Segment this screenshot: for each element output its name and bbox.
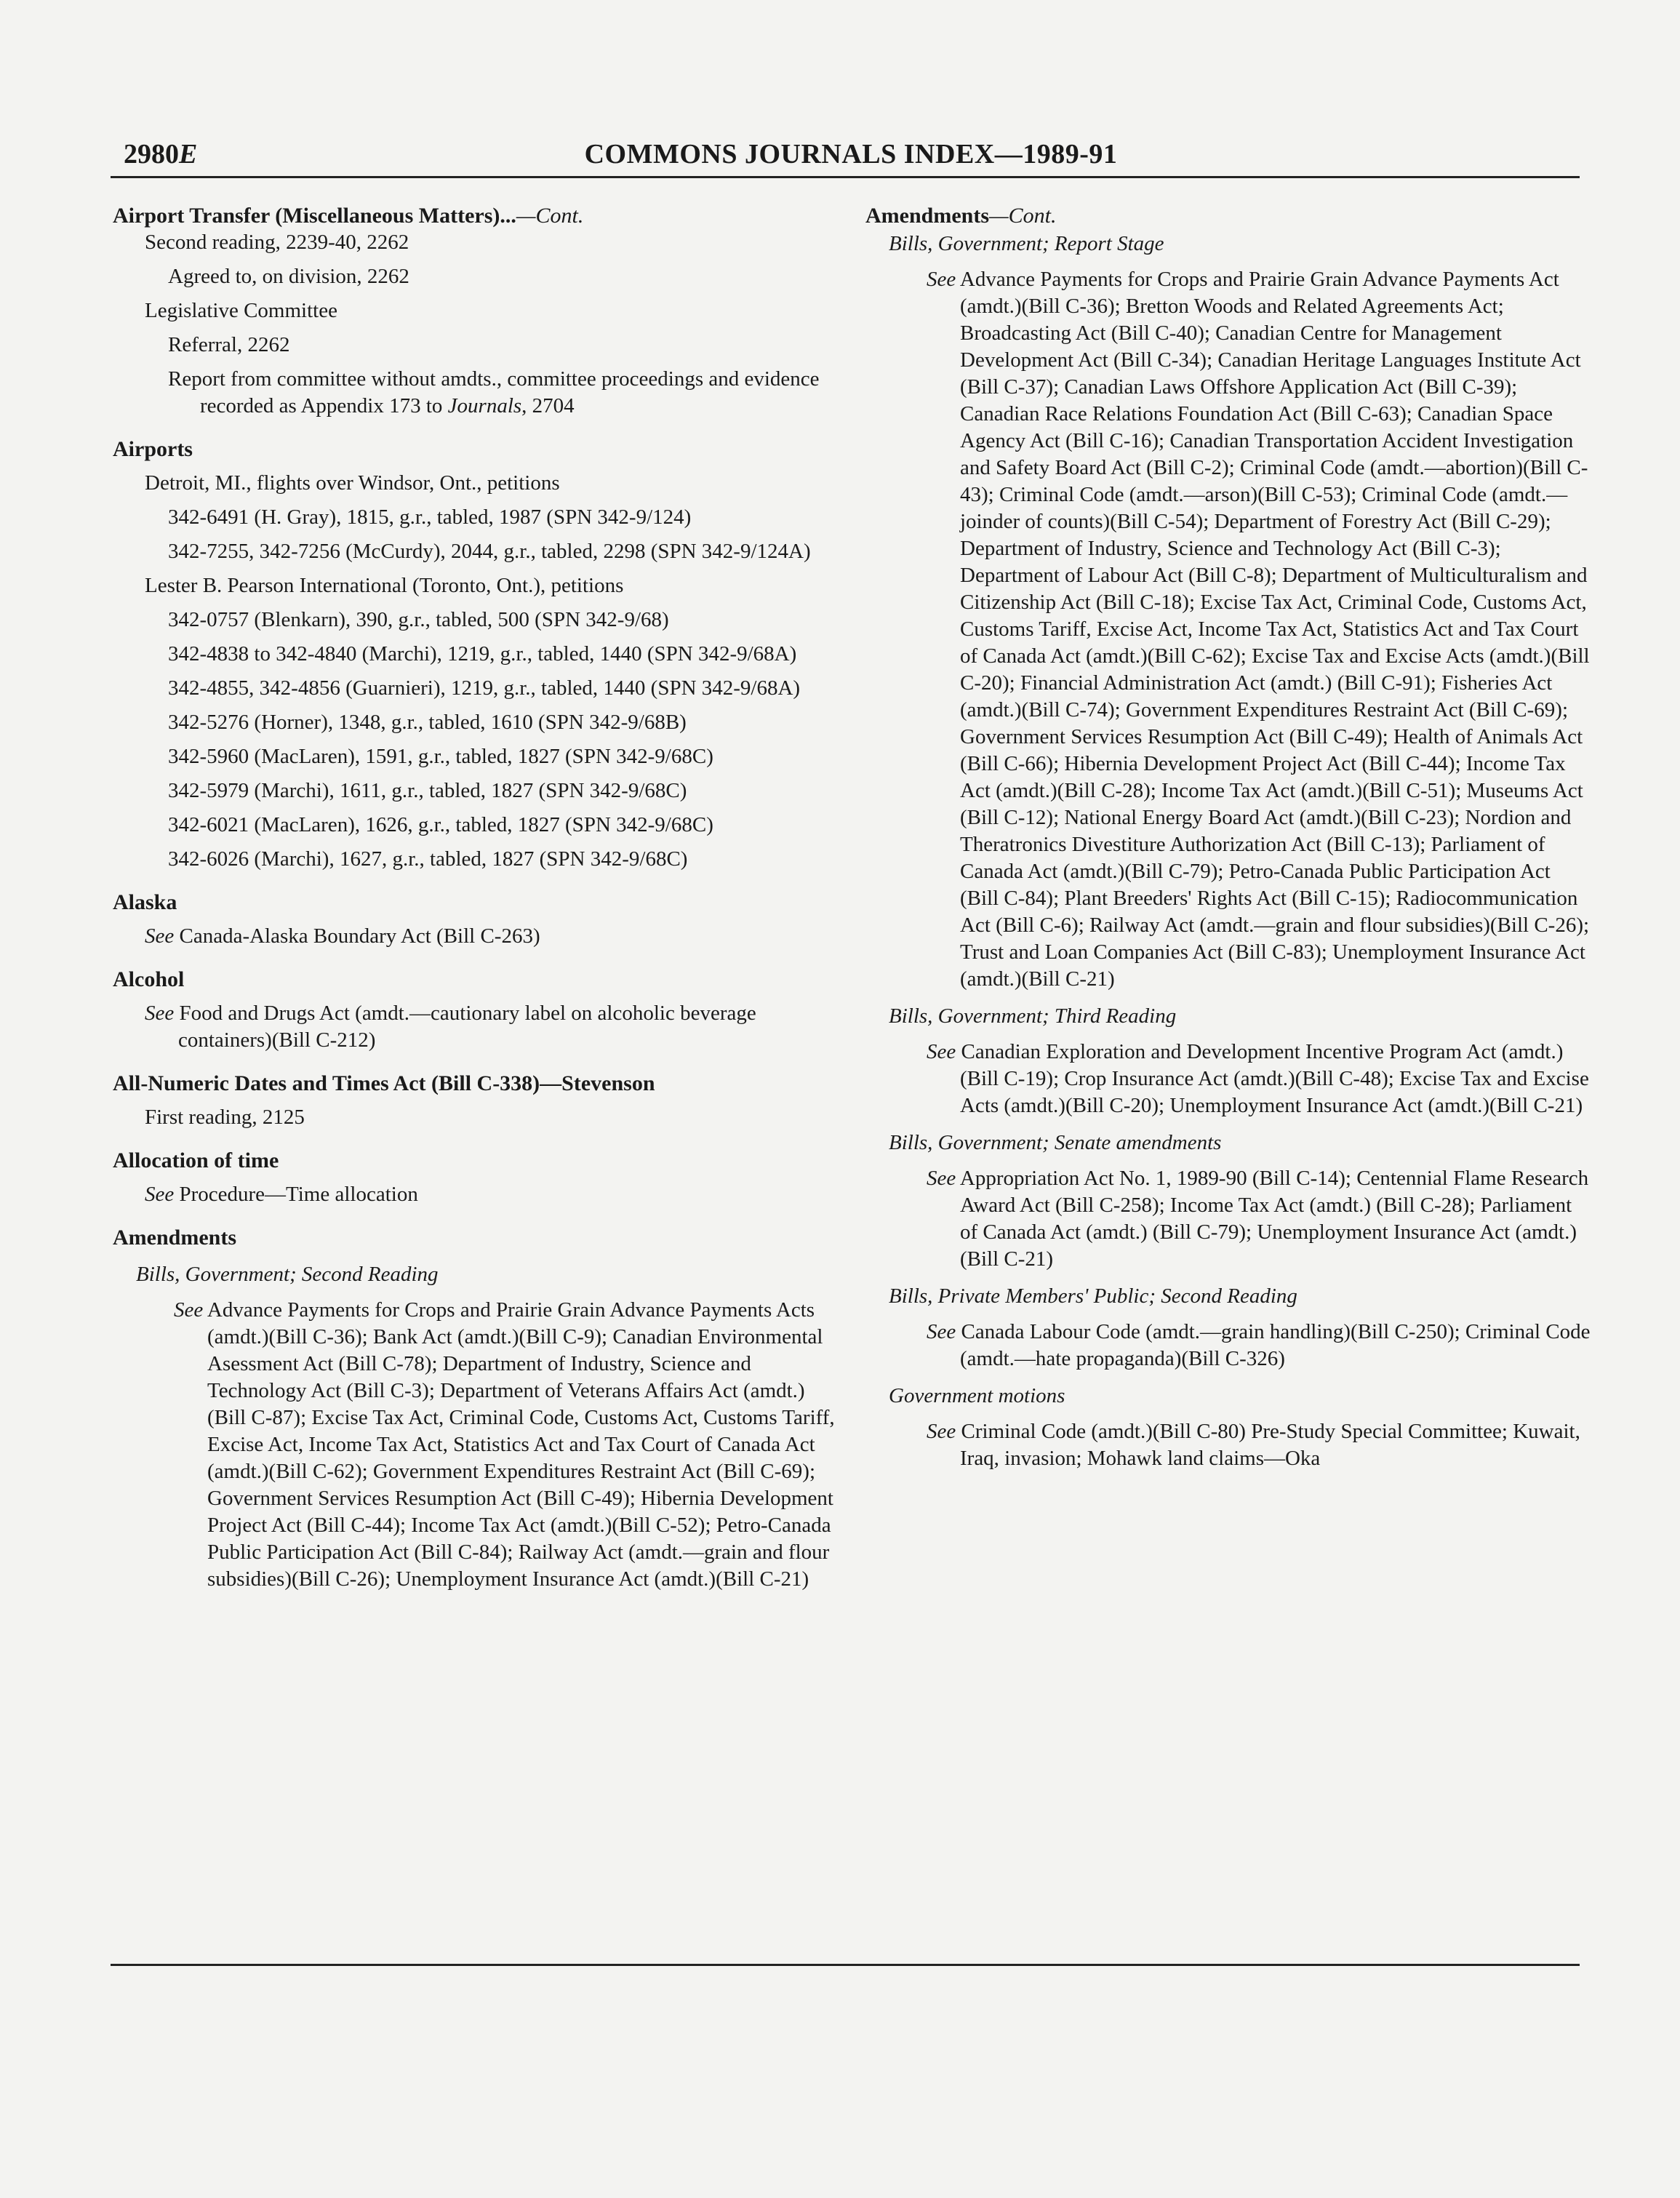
- page-header: [124, 131, 1578, 175]
- index-heading-amendments: Amendments: [113, 1226, 236, 1250]
- index-entry: Legislative Committee: [145, 299, 337, 322]
- index-entry: 342-4855, 342-4856 (Guarnieri), 1219, g.r., tabled, 1440 (SPN 342-9/68A): [168, 676, 801, 700]
- see-reference: See Criminal Code (amdt.)(Bill C-80) Pre-Study Special Committee; Kuwait, Iraq, invasion; Mohawk land claims—Oka: [927, 1420, 1580, 1470]
- see-reference: See Advance Payments for Crops and Prairie Grain Advance Payments Act (amdt.)(Bill C-36); Bretton Woods and Related Agreements Act; Broadcasting Act (Bill C-40); Canadian Centre for Management Development Act (Bill C-34); Canadian Heritage Languages Institute Act (Bill C-37); Canadian Laws Offshore Application Act (Bill C-39); Canadian Race Relations Foundation Act (Bill C-63); Canadian Space Agency Act (Bill C-16); Canadian Transportation Accident Investigation and Safety Board Act (Bill C-2); Criminal Code (amdt.—abortion)(Bill C-43); Criminal Code (amdt.—arson)(Bill C-53); Criminal Code (amdt.—joinder of counts)(Bill C-54); Department of Forestry Act (Bill C-29); Department of Industry, Science and Technology Act (Bill C-3); Department of Labour Act (Bill C-8); Department of Multiculturalism and Citizenship Act (Bill C-18); Excise Tax Act, Criminal Code, Customs Act, Customs Tariff, Excise Act, Income Tax Act, Statistics Act and Tax Court of Canada Act (amdt.)(Bill C-62); Excise Tax and Excise Acts (amdt.)(Bill C-20); Financial Administration Act (amdt.) (Bill C-91); Fisheries Act (amdt.)(Bill C-74); Government Expenditures Restraint Act (Bill C-69); Government Services Resumption Act (Bill C-49); Health of Animals Act (Bill C-66); Hibernia Development Project Act (Bill C-44); Income Tax Act (amdt.)(Bill C-28); Income Tax Act (amdt.)(Bill C-51); Museums Act (Bill C-12); National Energy Board Act (amdt.)(Bill C-23); Nordion and Theratronics Divestiture Authorization Act (Bill C-13); Parliament of Canada Act (amdt.)(Bill C-79); Petro-Canada Public Participation Act (Bill C-84); Plant Breeders' Rights Act (Bill C-15); Radiocommunication Act (Bill C-6); Railway Act (amdt.—grain and flour subsidies)(Bill C-26); Trust and Loan Companies Act (Bill C-83); Unemployment Insurance Act (amdt.)(Bill C-21): [927, 268, 1590, 991]
- index-subheading: Bills, Government; Second Reading: [136, 1263, 439, 1286]
- page-number: 2980E: [124, 139, 198, 169]
- index-entry: Detroit, MI., flights over Windsor, Ont., petitions: [145, 471, 560, 495]
- index-entry: Referral, 2262: [168, 333, 290, 356]
- see-reference: See Canada-Alaska Boundary Act (Bill C-263): [145, 924, 540, 948]
- left-column: [113, 202, 840, 1593]
- index-entry: 342-6026 (Marchi), 1627, g.r., tabled, 1827 (SPN 342-9/68C): [168, 847, 688, 871]
- index-heading-airports: Airports: [113, 437, 193, 461]
- index-subheading: Government motions: [889, 1384, 1065, 1407]
- see-reference: See Advance Payments for Crops and Prairie Grain Advance Payments Acts (amdt.)(Bill C-36); Bank Act (amdt.)(Bill C-9); Canadian Environmental Asessment Act (Bill C-78); Department of Industry, Science and Technology Act (Bill C-3); Department of Veterans Affairs Act (amdt.)(Bill C-87); Excise Tax Act, Criminal Code, Customs Act, Customs Tariff, Excise Act, Income Tax Act, Statistics Act and Tax Court of Canada Act (amdt.)(Bill C-62); Government Expenditures Restraint Act (Bill C-69); Government Services Resumption Act (Bill C-49); Hibernia Development Project Act (Bill C-44); Income Tax Act (amdt.)(Bill C-52); Petro-Canada Public Participation Act (Bill C-84); Railway Act (amdt.—grain and flour subsidies)(Bill C-26); Unemployment Insurance Act (amdt.)(Bill C-21): [174, 1298, 835, 1591]
- index-heading-airport-transfer: Airport Transfer (Miscellaneous Matters)...—Cont.: [113, 204, 584, 228]
- index-entry: 342-5276 (Horner), 1348, g.r., tabled, 1610 (SPN 342-9/68B): [168, 711, 687, 734]
- see-reference: See Appropriation Act No. 1, 1989-90 (Bill C-14); Centennial Flame Research Award Act (Bill C-258); Income Tax Act (amdt.) (Bill C-28); Parliament of Canada Act (amdt.) (Bill C-79); Unemployment Insurance Act (amdt.) (Bill C-21): [927, 1167, 1589, 1271]
- index-entry: First reading, 2125: [145, 1106, 305, 1129]
- index-entry: Report from committee without amdts., committee proceedings and evidence recorded as Appendix 173 to Journals, 2704: [168, 367, 820, 417]
- footer-rule: [111, 1964, 1580, 1966]
- see-reference: See Food and Drugs Act (amdt.—cautionary label on alcoholic beverage containers)(Bill C-212): [145, 1002, 756, 1052]
- index-entry: 342-0757 (Blenkarn), 390, g.r., tabled, 500 (SPN 342-9/68): [168, 608, 669, 631]
- index-entry: 342-4838 to 342-4840 (Marchi), 1219, g.r., tabled, 1440 (SPN 342-9/68A): [168, 642, 797, 666]
- see-reference: See Procedure—Time allocation: [145, 1183, 418, 1206]
- index-subheading: Bills, Government; Third Reading: [889, 1004, 1177, 1028]
- index-heading-allocation-of-time: Allocation of time: [113, 1148, 279, 1172]
- index-subheading: Bills, Private Members' Public; Second Reading: [889, 1284, 1297, 1308]
- page-title: COMMONS JOURNALS INDEX—1989-91: [584, 139, 1118, 169]
- right-column: [865, 202, 1593, 1472]
- see-reference: See Canadian Exploration and Development Incentive Program Act (amdt.)(Bill C-19); Crop Insurance Act (amdt.)(Bill C-48); Excise Tax and Excise Acts (amdt.)(Bill C-20); Unemployment Insurance Act (amdt.)(Bill C-21): [927, 1040, 1589, 1117]
- index-heading-alaska: Alaska: [113, 890, 177, 914]
- index-entry: Second reading, 2239-40, 2262: [145, 231, 409, 254]
- index-heading-alcohol: Alcohol: [113, 967, 185, 991]
- index-entry: 342-6491 (H. Gray), 1815, g.r., tabled, 1987 (SPN 342-9/124): [168, 505, 692, 529]
- index-heading-amendments-cont: Amendments—Cont.: [865, 204, 1057, 228]
- index-heading-all-numeric-dates: All-Numeric Dates and Times Act (Bill C-338)—Stevenson: [113, 1071, 655, 1095]
- see-reference: See Canada Labour Code (amdt.—grain handling)(Bill C-250); Criminal Code (amdt.—hate propaganda)(Bill C-326): [927, 1320, 1591, 1370]
- header-rule: [111, 176, 1580, 178]
- index-entry: Agreed to, on division, 2262: [168, 265, 409, 288]
- index-entry: 342-5960 (MacLaren), 1591, g.r., tabled, 1827 (SPN 342-9/68C): [168, 745, 713, 768]
- index-entry: 342-5979 (Marchi), 1611, g.r., tabled, 1827 (SPN 342-9/68C): [168, 779, 687, 802]
- index-subheading: Bills, Government; Senate amendments: [889, 1131, 1222, 1154]
- index-subheading: Bills, Government; Report Stage: [889, 232, 1164, 255]
- index-entry: 342-6021 (MacLaren), 1626, g.r., tabled, 1827 (SPN 342-9/68C): [168, 813, 713, 836]
- index-entry: Lester B. Pearson International (Toronto, Ont.), petitions: [145, 574, 624, 597]
- index-entry: 342-7255, 342-7256 (McCurdy), 2044, g.r., tabled, 2298 (SPN 342-9/124A): [168, 540, 811, 563]
